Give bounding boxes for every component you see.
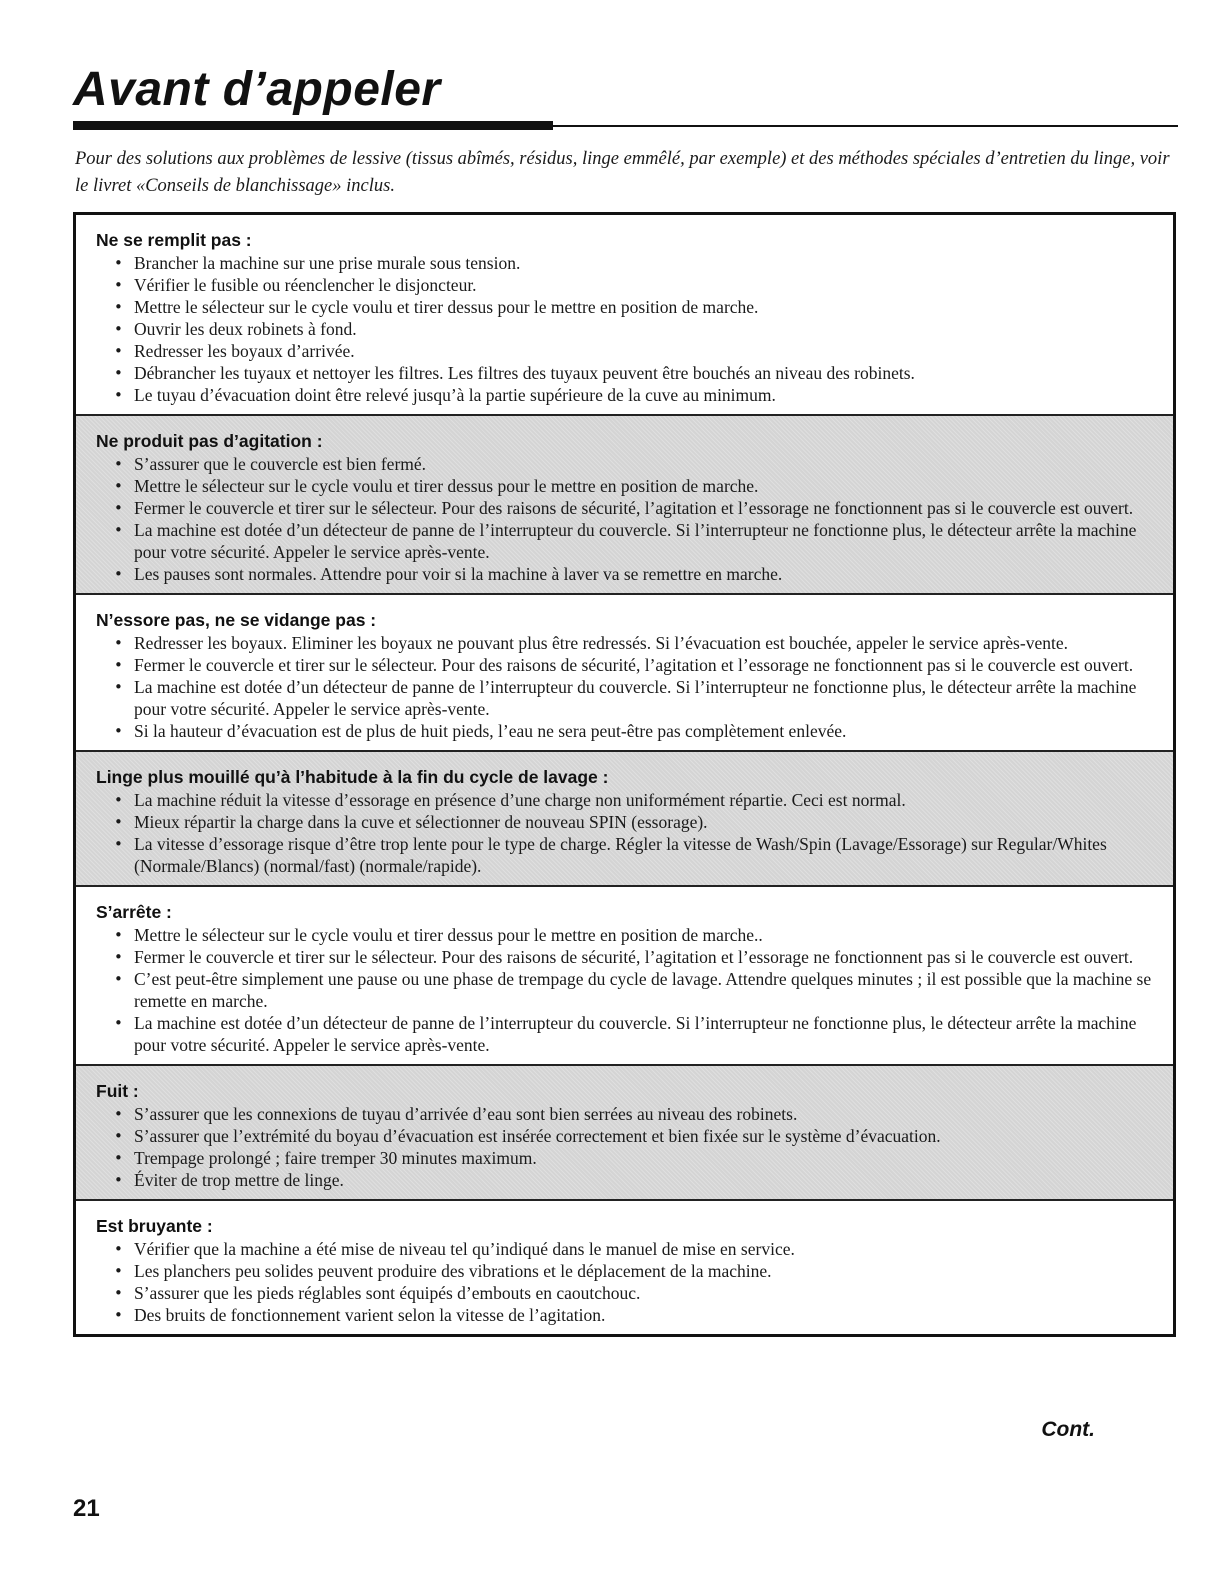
list-item: • Fermer le couvercle et tirer sur le sélecteur. Pour des raisons de sécurité, l’agitation et l’essorage ne fonctionnent pas si le couvercle est ouvert.	[96, 946, 1153, 968]
list-item: • Si la hauteur d’évacuation est de plus de huit pieds, l’eau ne sera peut-être pas complètement enlevée.	[96, 720, 1153, 742]
list-item: • Redresser les boyaux. Eliminer les boyaux ne pouvant plus être redressés. Si l’évacuation est bouchée, appeler le service après-vente.	[96, 632, 1153, 654]
list-item: • S’assurer que le couvercle est bien fermé.	[96, 453, 1153, 475]
title-rule-thick	[73, 121, 553, 130]
list-item: • La vitesse d’essorage risque d’être trop lente pour le type de charge. Régler la vitesse de Wash/Spin (Lavage/Essorage) sur Regular/Whites (Normale/Blancs) (normal/fast) (normale/rapide).	[96, 833, 1153, 877]
list-item: • Brancher la machine sur une prise murale sous tension.	[96, 252, 1153, 274]
section-title: S’arrête :	[96, 902, 172, 922]
list-item: • S’assurer que les connexions de tuyau d’arrivée d’eau sont bien serrées au niveau des robinets.	[96, 1103, 1153, 1125]
list-item: • Débrancher les tuyaux et nettoyer les filtres. Les filtres des tuyaux peuvent être bouchés an niveau des robinets.	[96, 362, 1153, 384]
list-item: • Ouvrir les deux robinets à fond.	[96, 318, 1153, 340]
list-item: • Des bruits de fonctionnement varient selon la vitesse de l’agitation.	[96, 1304, 1153, 1326]
list-item: • Mettre le sélecteur sur le cycle voulu et tirer dessus pour le mettre en position de marche..	[96, 924, 1153, 946]
section-title: Ne se remplit pas :	[96, 230, 252, 250]
list-item: • Les planchers peu solides peuvent produire des vibrations et le déplacement de la machine.	[96, 1260, 1153, 1282]
continued-label: Cont.	[1041, 1418, 1095, 1441]
section-title: Ne produit pas d’agitation :	[96, 431, 323, 451]
list-item: • Les pauses sont normales. Attendre pour voir si la machine à laver va se remettre en marche.	[96, 563, 1153, 585]
list-item: • S’assurer que l’extrémité du boyau d’évacuation est insérée correctement et bien fixée sur le système d’évacuation.	[96, 1125, 1153, 1147]
list-item: • Éviter de trop mettre de linge.	[96, 1169, 1153, 1191]
section-ne-se-remplit-pas	[76, 215, 1173, 414]
list-item: • Mettre le sélecteur sur le cycle voulu et tirer dessus pour le mettre en position de marche.	[96, 475, 1153, 497]
section-est-bruyante	[76, 1199, 1173, 1334]
list-item: • Vérifier que la machine a été mise de niveau tel qu’indiqué dans le manuel de mise en service.	[96, 1238, 1153, 1260]
troubleshooting-table	[73, 212, 1176, 1337]
list-item: • Fermer le couvercle et tirer sur le sélecteur. Pour des raisons de sécurité, l’agitation et l’essorage ne fonctionnent pas si le couvercle est ouvert.	[96, 654, 1153, 676]
page-title: Avant d’appeler	[73, 63, 441, 116]
section-title: Est bruyante :	[96, 1216, 213, 1236]
page-number: 21	[73, 1495, 100, 1522]
list-item: • Le tuyau d’évacuation doint être relevé jusqu’à la partie supérieure de la cuve au minimum.	[96, 384, 1153, 406]
section-ne-produit-pas-d-agitation	[76, 414, 1173, 593]
intro-paragraph: Pour des solutions aux problèmes de lessive (tissus abîmés, résidus, linge emmêlé, par exemple) et des méthodes spéciales d’entretien du linge, voir le livret «Conseils de blanchissage» inclus.	[75, 149, 1170, 196]
title-rule-thin	[553, 125, 1178, 127]
section-title: Fuit :	[96, 1081, 139, 1101]
list-item: • La machine est dotée d’un détecteur de panne de l’interrupteur du couvercle. Si l’interrupteur ne fonctionne plus, le détecteur arrête la machine pour votre sécurité. Appeler le service après-vente.	[96, 676, 1153, 720]
list-item: • La machine est dotée d’un détecteur de panne de l’interrupteur du couvercle. Si l’interrupteur ne fonctionne plus, le détecteur arrête la machine pour votre sécurité. Appeler le service après-vente.	[96, 1012, 1153, 1056]
list-item: • Mieux répartir la charge dans la cuve et sélectionner de nouveau SPIN (essorage).	[96, 811, 1153, 833]
list-item: • Mettre le sélecteur sur le cycle voulu et tirer dessus pour le mettre en position de marche.	[96, 296, 1153, 318]
section-title: Linge plus mouillé qu’à l’habitude à la fin du cycle de lavage :	[96, 767, 609, 787]
section-title: N’essore pas, ne se vidange pas :	[96, 610, 377, 630]
list-item: • La machine est dotée d’un détecteur de panne de l’interrupteur du couvercle. Si l’interrupteur ne fonctionne plus, le détecteur arrête la machine pour votre sécurité. Appeler le service après-vente.	[96, 519, 1153, 563]
list-item: • Redresser les boyaux d’arrivée.	[96, 340, 1153, 362]
section-n-essore-pas	[76, 593, 1173, 750]
list-item: • Trempage prolongé ; faire tremper 30 minutes maximum.	[96, 1147, 1153, 1169]
section-s-arrete	[76, 885, 1173, 1064]
list-item: • Fermer le couvercle et tirer sur le sélecteur. Pour des raisons de sécurité, l’agitation et l’essorage ne fonctionnent pas si le couvercle est ouvert.	[96, 497, 1153, 519]
list-item: • S’assurer que les pieds réglables sont équipés d’embouts en caoutchouc.	[96, 1282, 1153, 1304]
list-item: • C’est peut-être simplement une pause ou une phase de trempage du cycle de lavage. Attendre quelques minutes ; il est possible que la machine se remette en marche.	[96, 968, 1153, 1012]
list-item: • La machine réduit la vitesse d’essorage en présence d’une charge non uniformément répartie. Ceci est normal.	[96, 789, 1153, 811]
section-fuit	[76, 1064, 1173, 1199]
list-item: • Vérifier le fusible ou réenclencher le disjoncteur.	[96, 274, 1153, 296]
section-linge-plus-mouille	[76, 750, 1173, 885]
